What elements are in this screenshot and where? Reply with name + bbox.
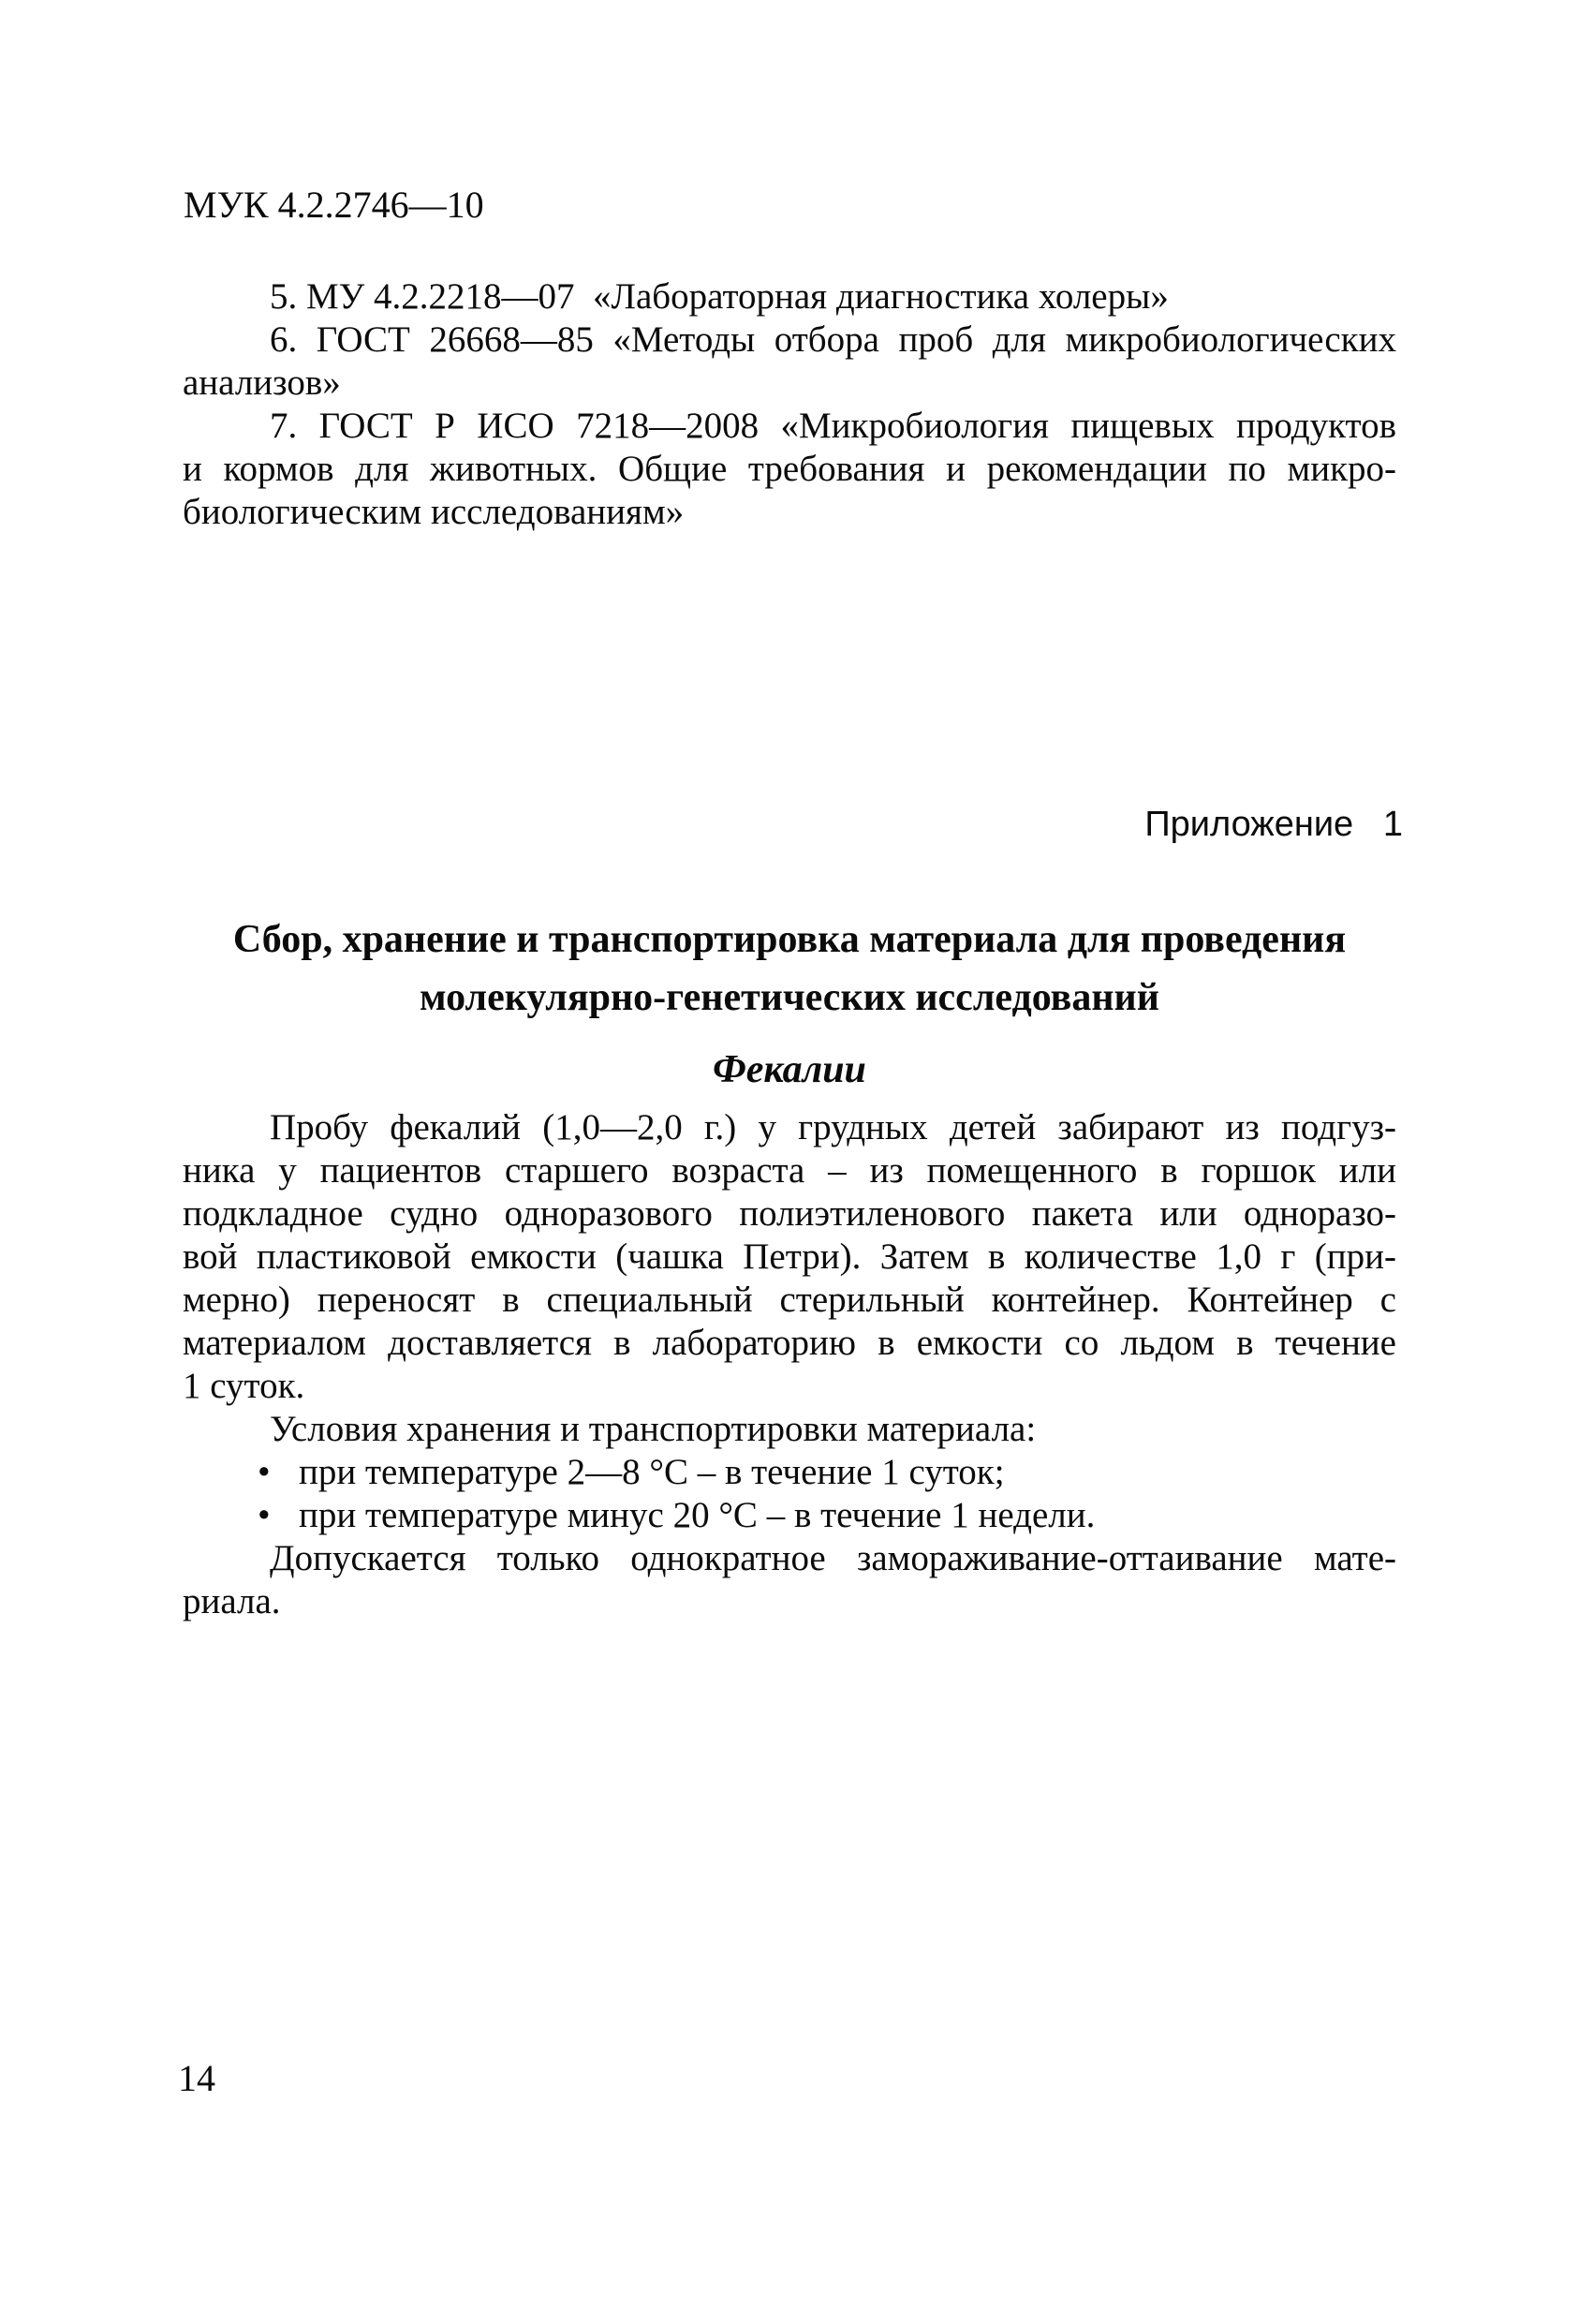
paragraph1-line: подкладное судно одноразового полиэтиленового пакета или одноразо- bbox=[183, 1193, 1396, 1234]
reference-item-5: 5. МУ 4.2.2218—07 «Лабораторная диагностика холеры» bbox=[270, 276, 1169, 317]
section-title-line-1: Сбор, хранение и транспортировка материала для проведения bbox=[232, 918, 1347, 961]
bullet-icon: • bbox=[258, 1495, 271, 1535]
section-title bbox=[183, 910, 1396, 1027]
reference-item-6-line-1: 6. ГОСТ 26668—85 «Методы отбора проб для микробиологических bbox=[270, 319, 1396, 360]
paragraph1-line: ника у пациентов старшего возраста – из помещенного в горшок или bbox=[183, 1150, 1396, 1191]
reference-item-7-line-3: биологическим исследованиям» bbox=[183, 492, 685, 532]
page-number: 14 bbox=[178, 2057, 215, 2099]
reference-item-7-line-1: 7. ГОСТ Р ИСО 7218—2008 «Микробиология пищевых продуктов bbox=[270, 406, 1396, 446]
doc-code-header: МУК 4.2.2746—10 bbox=[184, 184, 484, 226]
paragraph1-line: мерно) переносят в специальный стерильный контейнер. Контейнер с bbox=[183, 1280, 1396, 1320]
storage-conditions-intro: Условия хранения и транспортировки материала: bbox=[270, 1409, 1037, 1449]
bullet-item-temperature-minus-20 bbox=[183, 1494, 1396, 1537]
reference-item-7-line-2: и кормов для животных. Общие требования и рекомендации по микро- bbox=[183, 449, 1396, 489]
paragraph1-line: 1 суток. bbox=[183, 1366, 305, 1406]
reference-item-6-line-2: анализов» bbox=[183, 363, 341, 403]
body-text bbox=[183, 1106, 1396, 1623]
paragraph1-line: материалом доставляется в лабораторию в емкости со льдом в течение bbox=[183, 1323, 1396, 1363]
bullet-icon: • bbox=[258, 1452, 271, 1492]
bullet-item-temperature-2-8 bbox=[183, 1451, 1396, 1494]
paragraph1-line: Пробу фекалий (1,0—2,0 г.) у грудных детей забирают из подгуз- bbox=[270, 1107, 1396, 1147]
bullet-item-text: при температуре минус 20 °С – в течение 1 недели. bbox=[299, 1495, 1096, 1535]
bullet-item-text: при температуре 2—8 °С – в течение 1 суток; bbox=[299, 1452, 1005, 1492]
paragraph2-line: Допускается только однократное замораживание-оттаивание мате- bbox=[270, 1538, 1396, 1578]
appendix-label: Приложение 1 bbox=[1144, 805, 1403, 844]
section-title-line-2: молекулярно-генетических исследований bbox=[420, 976, 1159, 1019]
paragraph1-line: вой пластиковой емкости (чашка Петри). Затем в количестве 1,0 г (при- bbox=[183, 1236, 1396, 1277]
subsection-title: Фекалии bbox=[713, 1048, 866, 1091]
paragraph2-line: риала. bbox=[183, 1581, 281, 1621]
references-list bbox=[183, 275, 1396, 534]
